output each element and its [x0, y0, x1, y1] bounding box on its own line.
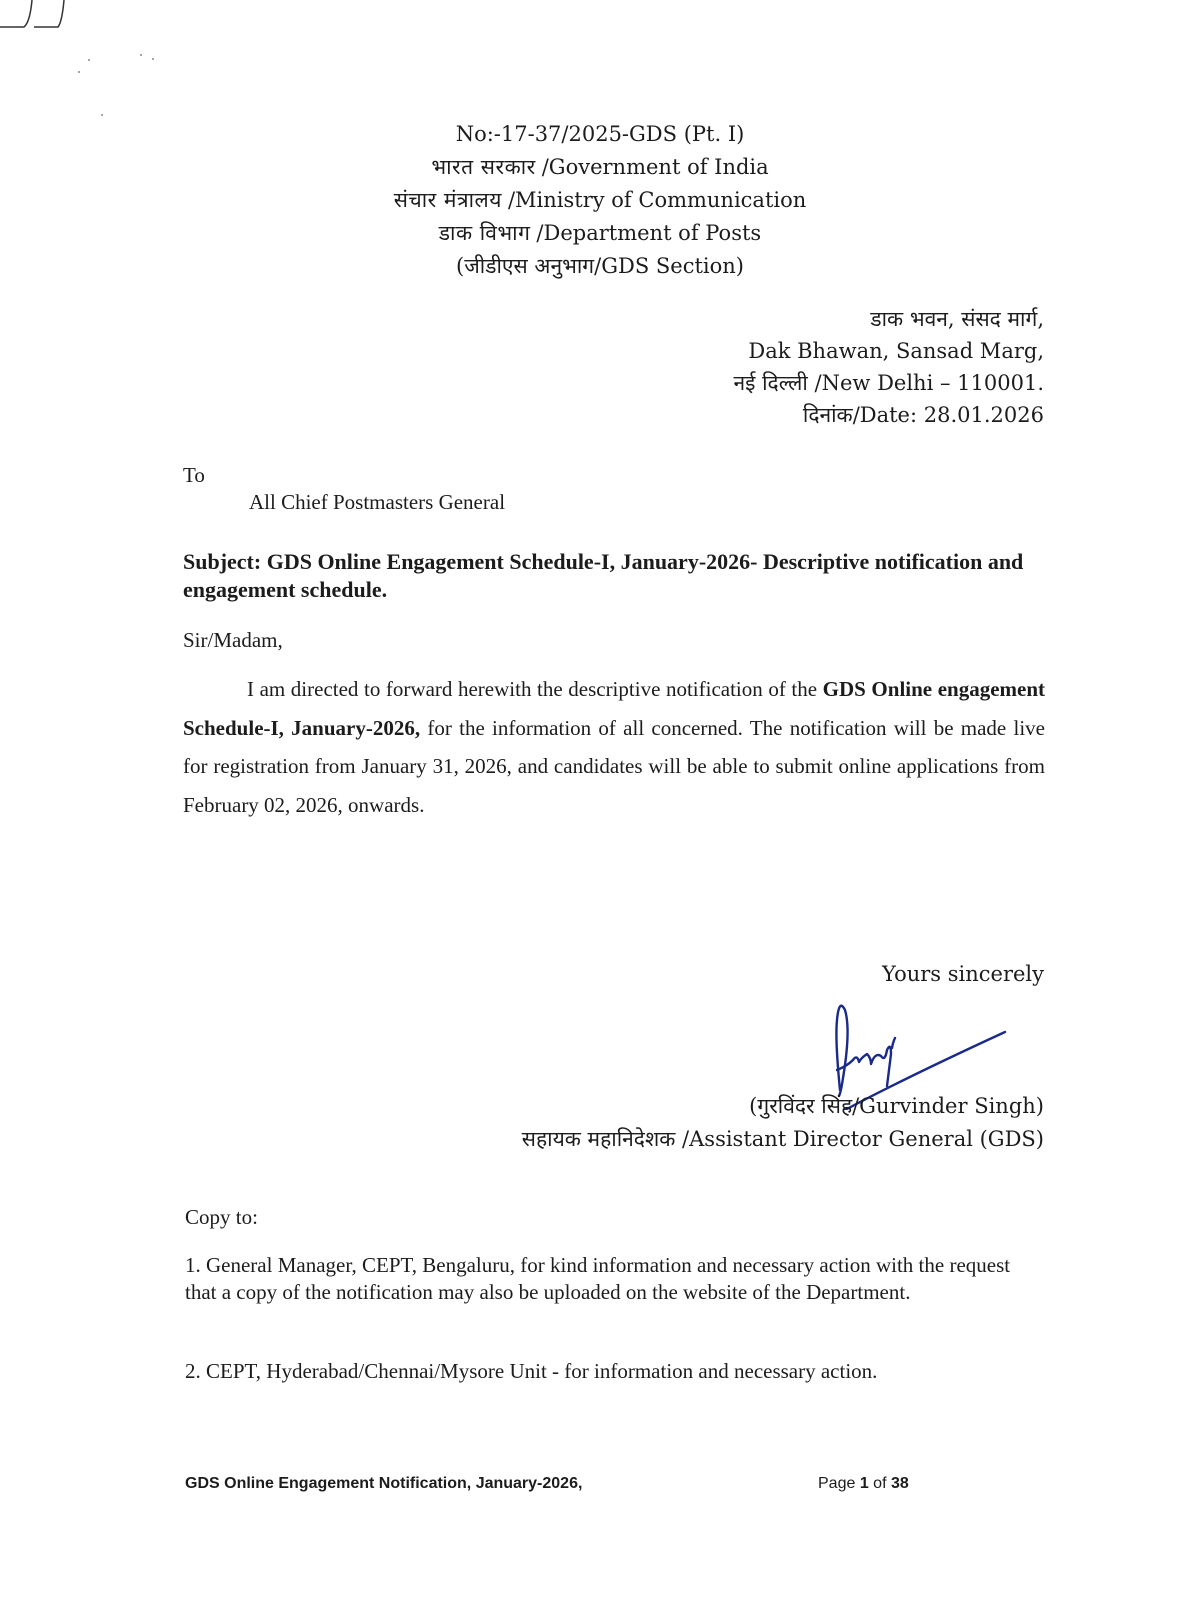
body-emphasis: GDS Online engagement Schedule-I, January-2026,	[183, 677, 1045, 740]
date-value: 28.01.2026	[923, 403, 1044, 427]
letterhead	[0, 118, 1200, 283]
scan-speck	[88, 59, 90, 61]
scan-speck	[152, 58, 154, 60]
letterhead-line-department: डाक विभाग /Department of Posts	[438, 221, 762, 245]
address-building: Dak Bhawan, Sansad Marg,	[748, 339, 1044, 363]
page-number: Page 1 of 38	[818, 1475, 909, 1492]
scan-speck	[101, 114, 103, 116]
footer-title: GDS Online Engagement Notification, January-2026,	[185, 1475, 583, 1492]
copy-to-item: 2. CEPT, Hyderabad/Chennai/Mysore Unit - for information and necessary action.	[185, 1359, 878, 1383]
recipient: All Chief Postmasters General	[249, 490, 506, 514]
letterhead-line-ministry: संचार मंत्रालय /Ministry of Communication	[393, 188, 807, 212]
scan-speck	[78, 71, 80, 73]
reference-number: No:-17-37/2025-GDS (Pt. I)	[455, 122, 745, 146]
closing: Yours sincerely	[882, 962, 1044, 986]
copy-to-label: Copy to:	[185, 1205, 258, 1229]
salutation: Sir/Madam,	[183, 628, 283, 652]
total-pages: 38	[890, 1475, 909, 1492]
body-paragraph: I am directed to forward herewith the descriptive notification of the GDS Online engagement Schedule-I, January-2026, for the information of all concerned. The notification will be made live for registration from January 31, 2026, and candidates will be able to submit online applications from February 02, 2026, onwards.	[183, 677, 1045, 817]
copy-to-item: 1. General Manager, CEPT, Bengaluru, for kind information and necessary action with the request that a copy of the notification may also be uploaded on the website of the Department.	[185, 1253, 1011, 1304]
signatory-name: (गुरविंदर सिंह/Gurvinder Singh)	[749, 1094, 1044, 1118]
letter-date: दिनांक/Date: 28.01.2026	[802, 403, 1044, 427]
current-page: 1	[859, 1475, 869, 1492]
letterhead-line-government: भारत सरकार /Government of India	[431, 155, 769, 179]
address-hindi: डाक भवन, संसद मार्ग,	[870, 307, 1044, 331]
subject-line: Subject: GDS Online Engagement Schedule-I, January-2026- Descriptive notification and engagement schedule.	[183, 549, 1024, 602]
address-city: नई दिल्ली /New Delhi – 110001.	[733, 371, 1044, 395]
scan-artifact-mark	[0, 0, 70, 40]
to-label: To	[183, 463, 205, 487]
sender-address	[733, 303, 1044, 431]
scan-speck	[140, 54, 142, 56]
signatory-designation: सहायक महानिदेशक /Assistant Director General (GDS)	[521, 1127, 1044, 1151]
letterhead-section: (जीडीएस अनुभाग/GDS Section)	[456, 254, 744, 278]
